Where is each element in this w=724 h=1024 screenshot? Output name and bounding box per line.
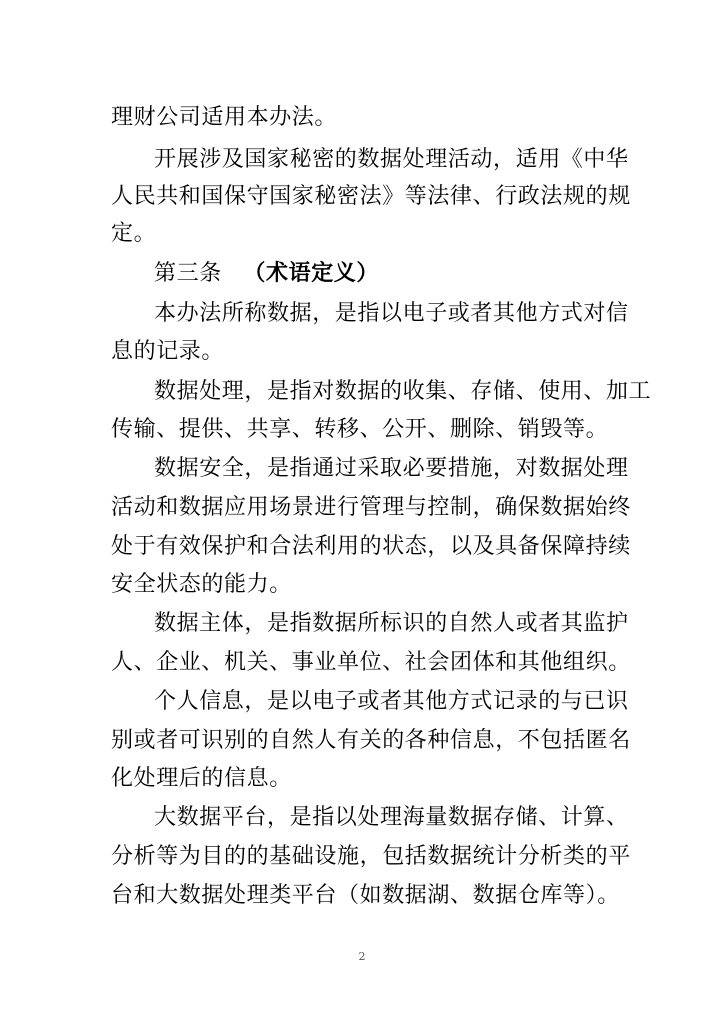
article-title: （术语定义）: [243, 261, 380, 286]
article-number: 第三条: [154, 261, 222, 286]
text-line: 别或者可识别的自然人有关的各种信息，不包括匿名: [111, 728, 631, 753]
text-line: 数据处理，是指对数据的收集、存储、使用、加工: [154, 379, 652, 404]
text-line: 分析等为目的的基础设施，包括数据统计分析类的平: [111, 844, 631, 869]
text-line: 人民共和国保守国家秘密法》等法律、行政法规的规: [111, 184, 631, 209]
text-line: 息的记录。: [111, 339, 225, 364]
article-heading: [154, 260, 379, 288]
page-number: 2: [358, 950, 366, 963]
text-line: 理财公司适用本办法。: [111, 105, 338, 130]
text-line: 开展涉及国家秘密的数据处理活动，适用《中华: [154, 147, 629, 172]
text-line: 化处理后的信息。: [111, 766, 292, 791]
text-line: 大数据平台，是指以处理海量数据存储、计算、: [154, 805, 629, 830]
text-line: 定。: [111, 221, 157, 246]
text-line: 处于有效保护和合法利用的状态，以及具备保障持续: [111, 534, 631, 559]
text-line: 活动和数据应用场景进行管理与控制，确保数据始终: [111, 495, 631, 520]
text-line: 台和大数据处理类平台（如数据湖、数据仓库等）。: [111, 883, 620, 908]
text-line: 个人信息，是以电子或者其他方式记录的与已识: [154, 689, 629, 714]
text-line: 数据安全，是指通过采取必要措施，对数据处理: [154, 456, 629, 481]
text-line: 本办法所称数据，是指以电子或者其他方式对信: [154, 301, 629, 326]
text-line: 传输、提供、共享、转移、公开、删除、销毁等。: [111, 417, 609, 442]
text-line: 安全状态的能力。: [111, 572, 292, 597]
text-line: 人、企业、机关、事业单位、社会团体和其他组织。: [111, 650, 631, 675]
text-line: 数据主体，是指数据所标识的自然人或者其监护: [154, 611, 629, 636]
